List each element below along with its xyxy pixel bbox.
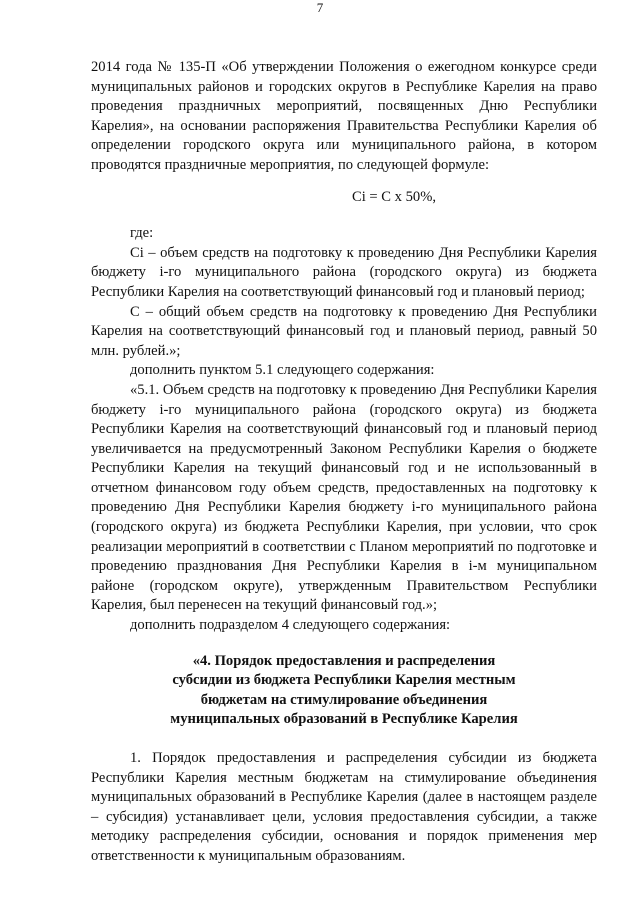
definition-ci: Ci – объем средств на подготовку к проведению Дня Республики Карелия бюджету i-го муниципального района (городского округа) из бюджета Республики Карелия на соответствующий финансовый год и плановый период; [91, 244, 597, 300]
heading-line: «4. Порядок предоставления и распределения [192, 652, 496, 669]
heading-line: субсидии из бюджета Республики Карелия местным [172, 672, 516, 689]
heading-line: муниципальных образований в Республике Карелия [170, 711, 518, 728]
formula: Ci = С х 50%, [351, 188, 437, 205]
point-5-1: «5.1. Объем средств на подготовку к проведению Дня Республики Карелия бюджету i-го муниципального района (городского округа) из бюджета Республики Карелия на соответствующий финансовый год и плановый период увеличивается на предусмотренный Законом Республики Карелия о бюджете Республики Карелия на текущий финансовый год и не использованный в отчетном финансовом году объем средств, предоставленных на подготовку к проведению Дня Республики Карелия бюджету i-го муниципального района (городского округа) из бюджета Республики Карелия, при условии, что срок реализации мероприятий в соответствии с Планом мероприятий по подготовке и проведению празднования Дня Республики Карелия в i-м муниципальном районе (городском округе), утвержденным Правительством Республики Карелия, был перенесен на текущий финансовый год.»; [91, 381, 597, 614]
document-page [91, 58, 597, 867]
amendment-add-point: дополнить пунктом 5.1 следующего содержания: [130, 362, 435, 379]
where-label: где: [130, 225, 154, 242]
intro-paragraph: 2014 года № 135-П «Об утверждении Положения о ежегодном конкурсе среди муниципальных районов и городских округов в Республике Карелия на право проведения праздничных мероприятий, посвященных Дню Республики Карелия», на основании распоряжения Правительства Республики Карелия об определении городского округа или муниципального района, в котором проводятся праздничные мероприятия, по следующей формуле: [91, 59, 597, 173]
heading-line: бюджетам на стимулирование объединения [200, 691, 488, 708]
definition-c: С – общий объем средств на подготовку к проведению Дня Республики Карелия на соответствующий финансовый год и плановый период, равный 50 млн. рублей.»; [91, 303, 597, 359]
paragraph-1: 1. Порядок предоставления и распределения субсидии из бюджета Республики Карелия местным бюджетам на стимулирование объединения муниципальных образований в Республике Карелия (далее в настоящем разделе – субсидия) устанавливает цели, условия предоставления субсидии, а также методику распределения субсидии, основания и порядок применения мер ответственности к муниципальным образованиям. [91, 750, 597, 864]
page-number: 7 [316, 0, 324, 15]
section-heading [91, 652, 597, 730]
amendment-add-subsection: дополнить подразделом 4 следующего содержания: [130, 617, 451, 634]
